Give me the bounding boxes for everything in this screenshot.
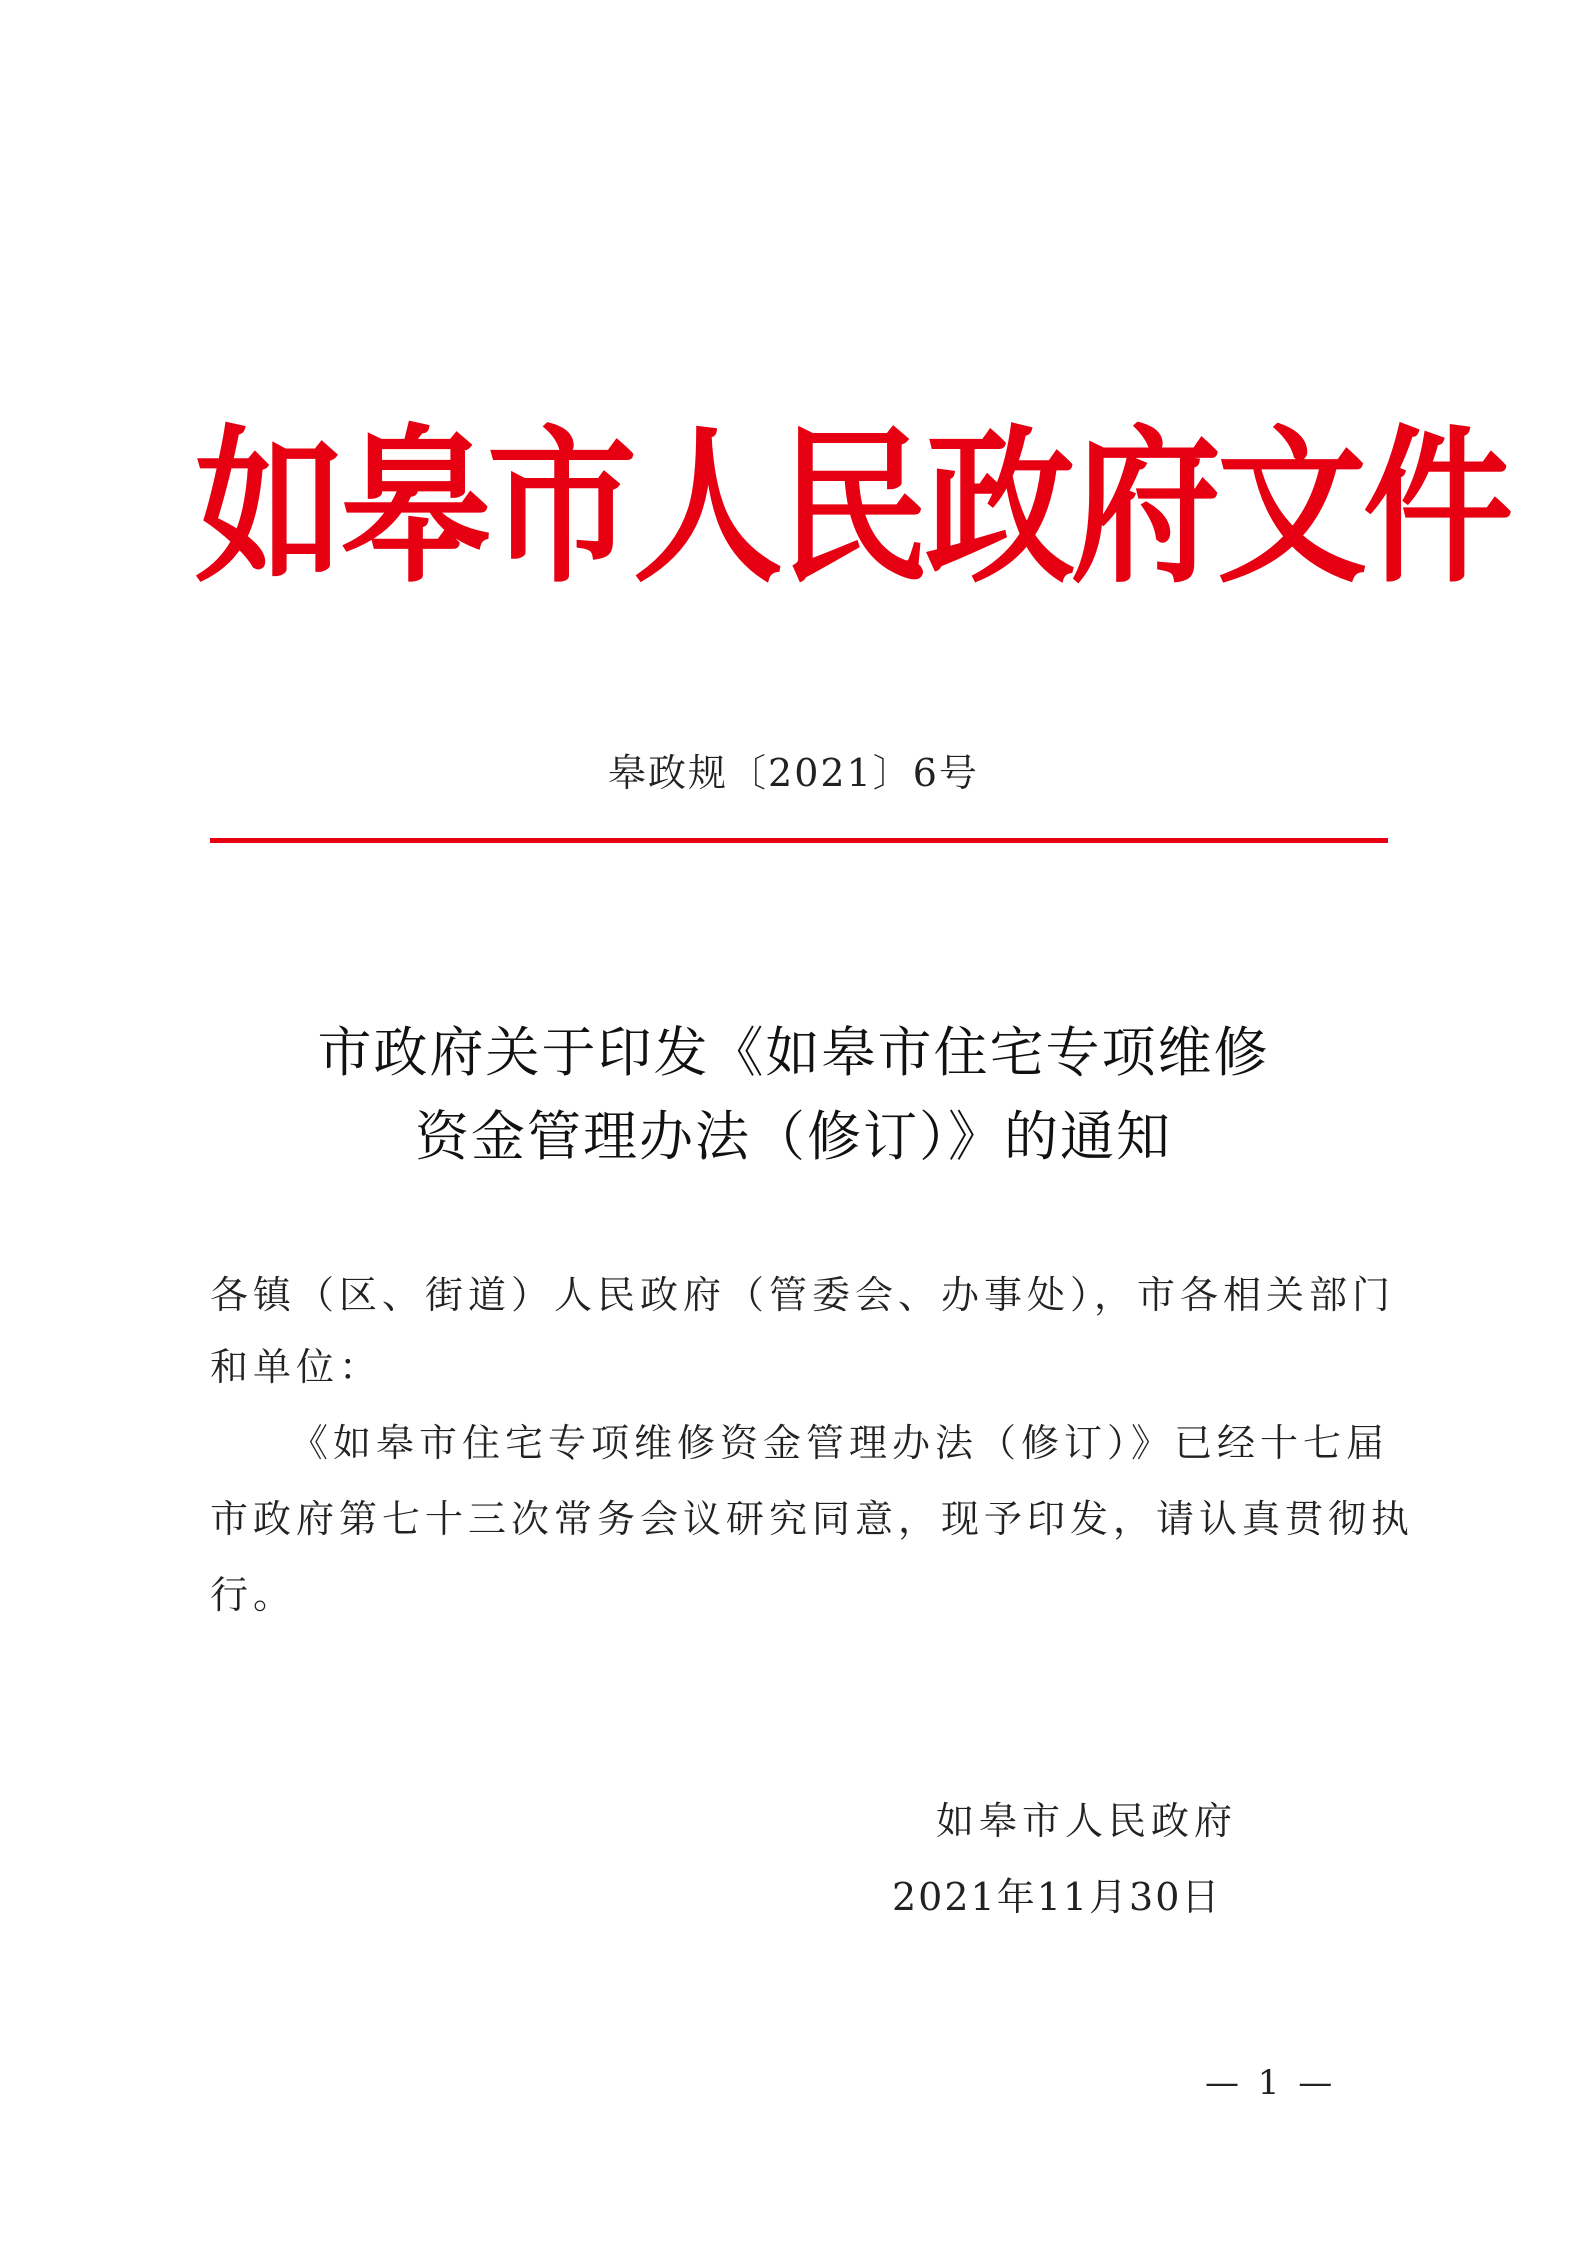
body-line-5: 行。 bbox=[210, 1573, 297, 1617]
signature-date: 2021年11月30日 bbox=[892, 1875, 1222, 1919]
document-number: 皋政规〔2021〕6号 bbox=[608, 751, 979, 795]
page-number: — 1 — bbox=[1205, 2063, 1337, 2103]
notice-title-line-2: 资金管理办法（修订）》的通知 bbox=[415, 1105, 1172, 1168]
body-line-3: 《如皋市住宅专项维修资金管理办法（修订）》已经十七届 bbox=[290, 1421, 1390, 1465]
notice-title-line-1: 市政府关于印发《如皋市住宅专项维修 bbox=[317, 1021, 1270, 1084]
body-line-4: 市政府第七十三次常务会议研究同意，现予印发，请认真贯彻执 bbox=[210, 1497, 1415, 1541]
signature-organization: 如皋市人民政府 bbox=[936, 1799, 1238, 1843]
body-line-2: 和单位： bbox=[210, 1345, 383, 1389]
masthead-title: 如皋市人民政府文件 bbox=[195, 411, 1510, 607]
body-line-1: 各镇（区、街道）人民政府（管委会、办事处），市各相关部门 bbox=[210, 1273, 1396, 1317]
red-separator-line bbox=[210, 838, 1388, 843]
